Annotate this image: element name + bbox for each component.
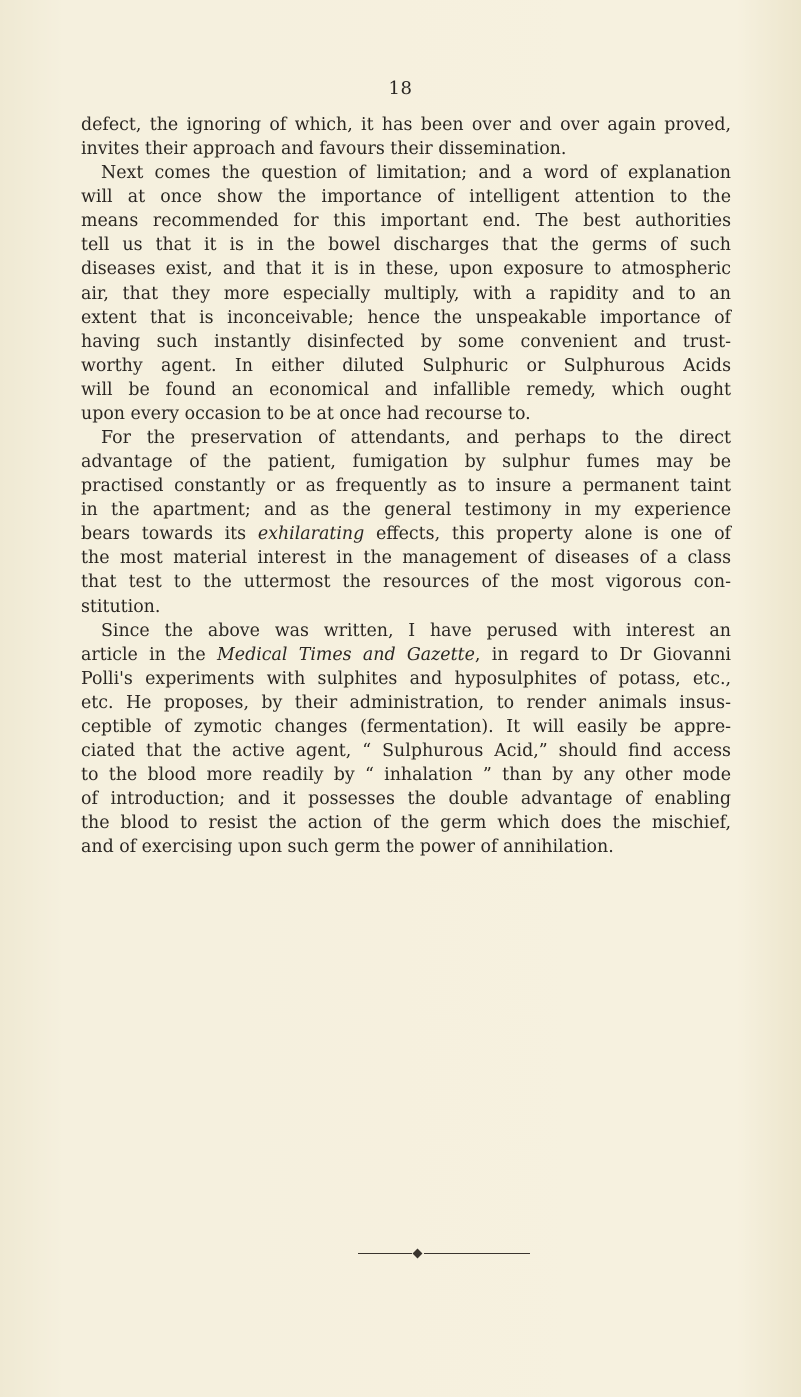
text-line: upon every occasion to be at once had recourse to. (81, 403, 531, 424)
text-line: For the preservation of attendants, and perhaps to the direct (101, 428, 731, 449)
text-line: bears towards its exhilarating effects, this property alone is one of (81, 524, 731, 545)
text-line: Next comes the question of limitation; and a word of explanation (101, 163, 731, 184)
text-line: Polli's experiments with sulphites and hyposulphites of potass, etc., (81, 668, 731, 689)
text-line: tell us that it is in the bowel discharges that the germs of such (81, 235, 731, 256)
text-line: ceptible of zymotic changes (fermentation). It will easily be appre- (81, 716, 731, 737)
text-line: will be found an economical and infallible remedy, which ought (81, 379, 731, 400)
text-line: means recommended for this important end. The best authorities (81, 211, 731, 232)
text-line: the blood to resist the action of the germ which does the mischief, (81, 813, 731, 834)
text-line: practised constantly or as frequently as to insure a permanent taint (81, 476, 731, 497)
ornament-rule-left (358, 1253, 412, 1254)
body-text (81, 113, 731, 859)
text-line: advantage of the patient, fumigation by sulphur fumes may be (81, 452, 731, 473)
text-line: invites their approach and favours their dissemination. (81, 139, 567, 160)
text-line: article in the Medical Times and Gazette, in regard to Dr Giovanni (81, 644, 731, 665)
page-number: 18 (388, 78, 413, 99)
text-line: ciated that the active agent, “ Sulphurous Acid,” should find access (81, 741, 731, 762)
text-line: that test to the uttermost the resources of the most vigorous con- (81, 572, 731, 593)
text-line: etc. He proposes, by their administration, to render animals insus- (81, 692, 731, 713)
text-line: extent that is inconceivable; hence the unspeakable importance of (81, 307, 731, 328)
text-line: air, that they more especially multiply, with a rapidity and to an (81, 283, 731, 304)
text-line: to the blood more readily by “ inhalation ” than by any other mode (81, 765, 731, 786)
text-line: worthy agent. In either diluted Sulphuric or Sulphurous Acids (81, 355, 731, 376)
ornament-diamond-icon (413, 1249, 423, 1259)
text-line: will at once show the importance of intelligent attention to the (81, 187, 731, 208)
text-line: and of exercising upon such germ the power of annihilation. (81, 837, 614, 858)
text-line: diseases exist, and that it is in these, upon exposure to atmospheric (81, 259, 731, 280)
text-line: having such instantly disinfected by some convenient and trust- (81, 331, 731, 352)
text-line: in the apartment; and as the general testimony in my experience (81, 500, 731, 521)
text-line: defect, the ignoring of which, it has been over and over again proved, (81, 115, 731, 135)
section-end-ornament (358, 1249, 530, 1259)
text-line: the most material interest in the management of diseases of a class (81, 548, 731, 569)
text-line: Since the above was written, I have perused with interest an (101, 620, 731, 641)
text-line: stitution. (81, 596, 161, 617)
text-line: of introduction; and it possesses the double advantage of enabling (81, 789, 731, 810)
ornament-rule-right (424, 1253, 530, 1254)
